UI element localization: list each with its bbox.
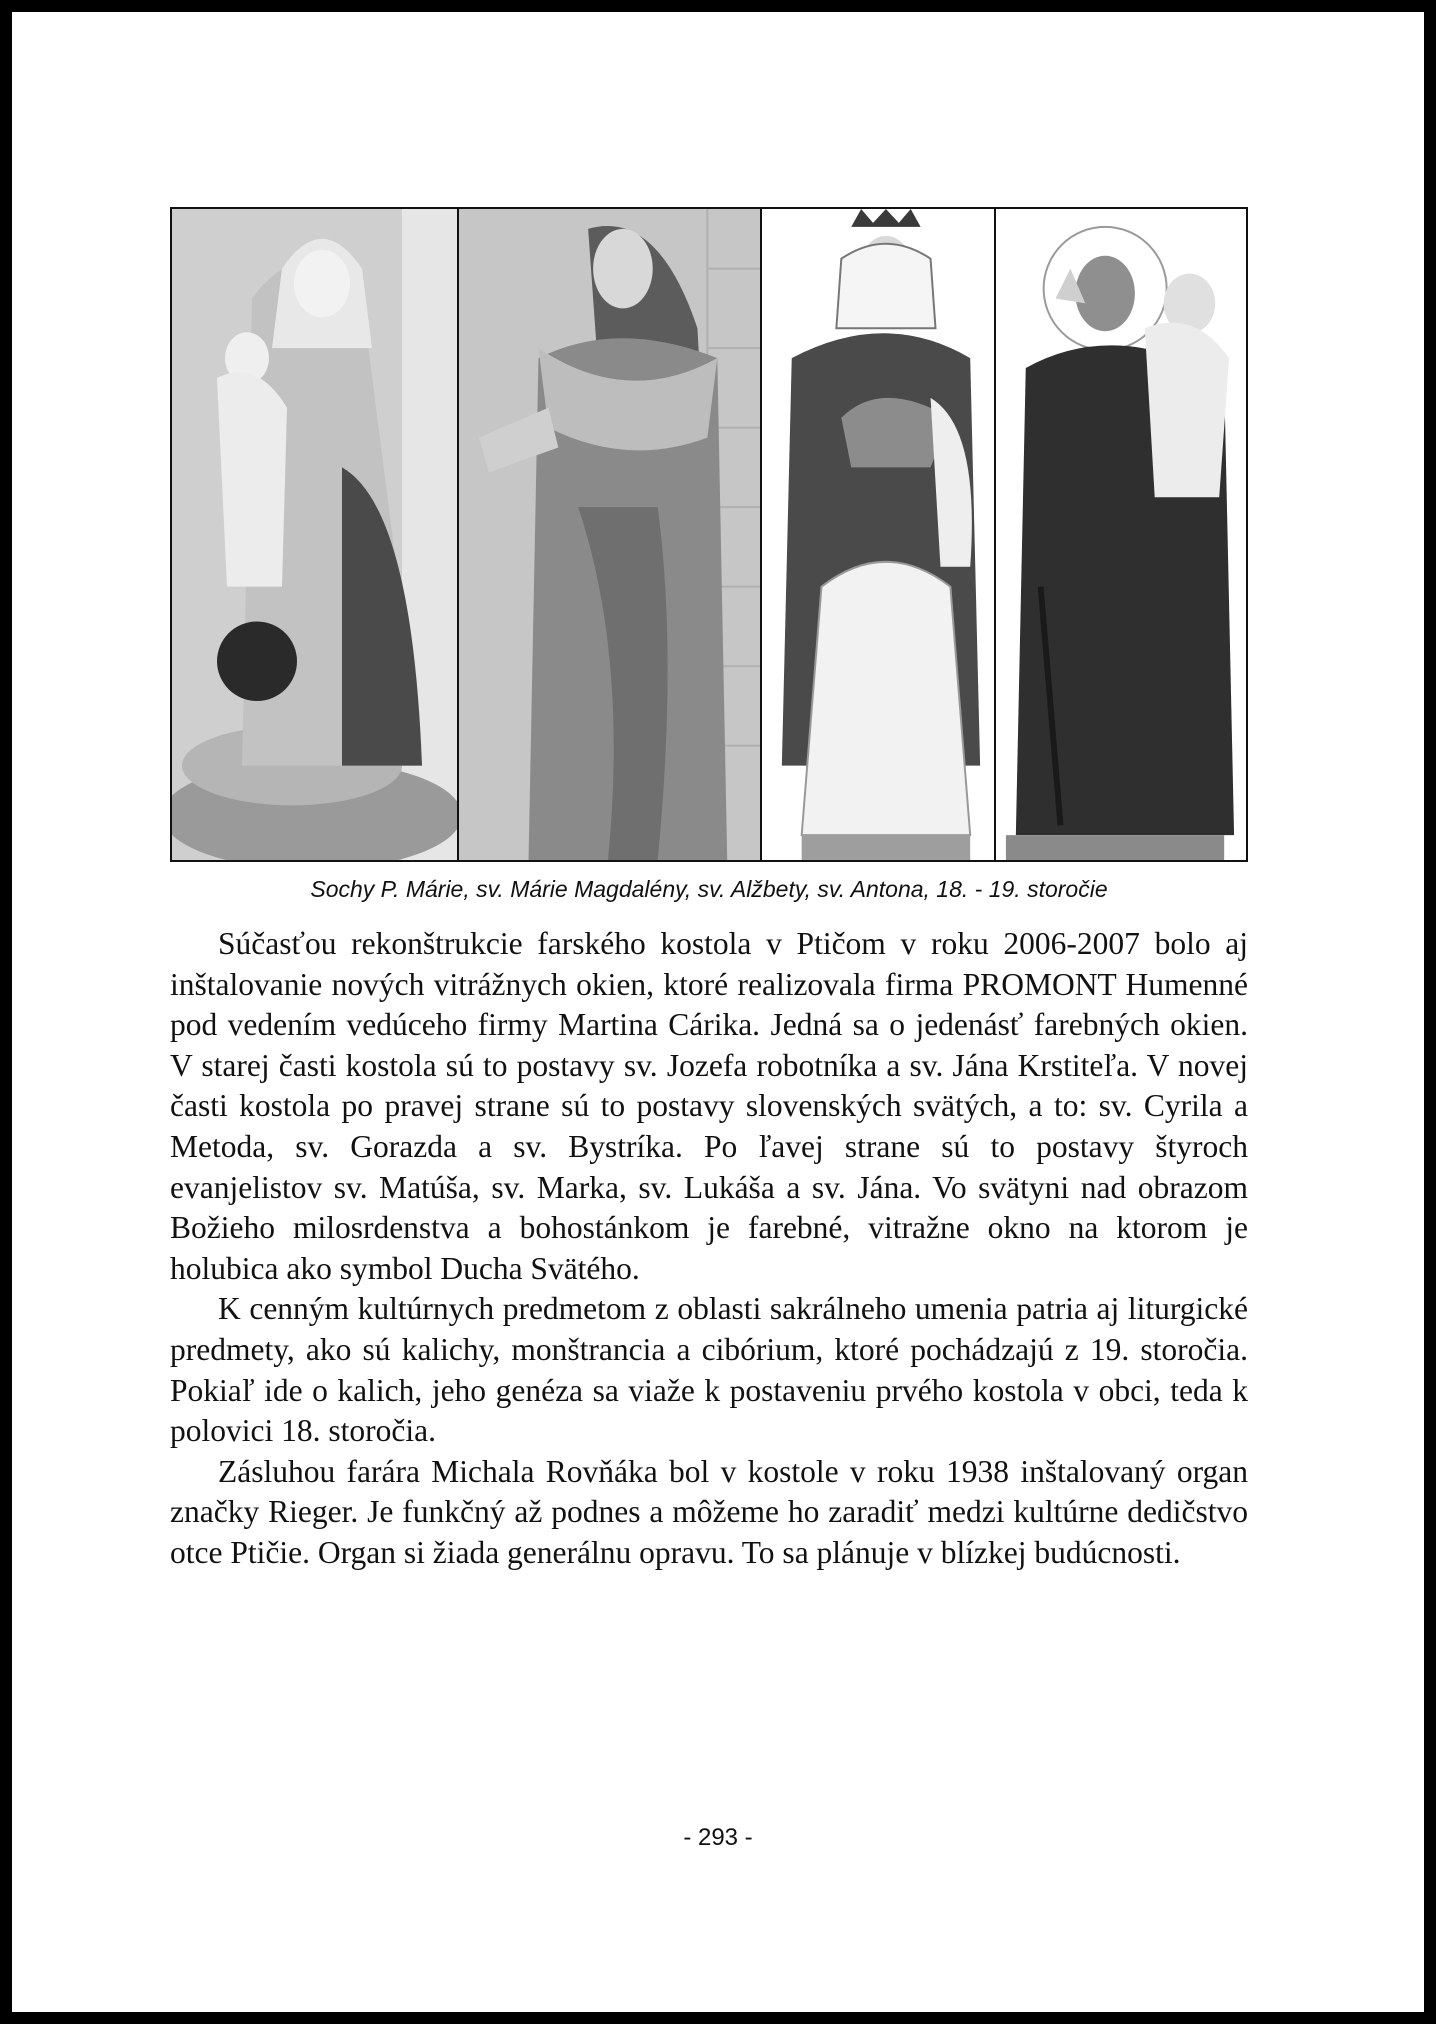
figure-caption: Sochy P. Márie, sv. Márie Magdalény, sv. Alžbety, sv. Antona, 18. - 19. storočie — [310, 876, 1108, 902]
photo-st-elizabeth-statue — [760, 209, 994, 860]
paragraph: Zásluhou farára Michala Rovňáka bol v kostole v roku 1938 inštalovaný organ značky Rieger. Je funkčný až podnes a môžeme ho zaradiť medzi kultúrne dedičstvo otce Ptičie. Organ si žiada generálnu opravu. To sa plánuje v blízkej budúcnosti. — [170, 1453, 1248, 1570]
statues-photo-strip — [170, 207, 1248, 862]
paragraph: K cenným kultúrnych predmetom z oblasti sakrálneho umenia patria aj liturgické predmety, ako sú kalichy, monštrancia a cibórium, ktoré pochádzajú z 19. storočia. Pokiaľ ide o kalich, jeho genéza sa viaže k postaveniu prvého kostola v obci, teda k polovici 18. storočia. — [170, 1291, 1248, 1449]
paragraph: Súčasťou rekonštrukcie farského kostola v Ptičom v roku 2006-2007 bolo aj inštalovanie nových vitrážnych okien, ktoré realizovala firma PROMONT Humenné pod vedením vedúceho firmy Martina Cárika. Jedná sa o jedenásť farebných okien. V starej časti kostola sú to postavy sv. Jozefa robotníka a sv. Jána Krstiteľa. V novej časti kostola po pravej strane sú to postavy slovenských svätých, a to: sv. Cyrila a Metoda, sv. Gorazda a sv. Bystríka. Po ľavej strane sú to postavy štyroch evanjelistov sv. Matúša, sv. Marka, sv. Lukáša a sv. Jána. Vo svätyni nad obrazom Božieho milosrdenstva a bohostánkom je farebné, vitražne okno na ktorom je holubica ako symbol Ducha Svätého. — [170, 926, 1248, 1286]
body-text — [170, 924, 1248, 1574]
document-page — [12, 12, 1424, 2012]
photo-st-anthony-statue — [994, 209, 1244, 860]
photo-virgin-mary-statue — [172, 209, 457, 860]
photo-mary-magdalene-statue — [457, 209, 760, 860]
page-number: - 293 - — [683, 1824, 753, 1851]
